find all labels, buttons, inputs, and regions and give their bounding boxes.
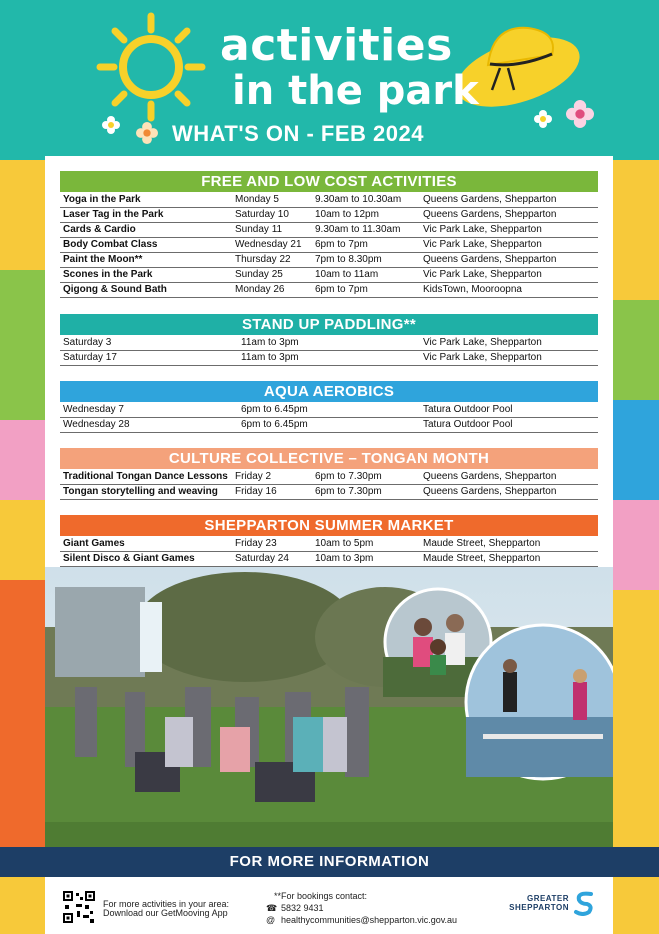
table-row (60, 335, 598, 350)
email-address[interactable]: healthycommunities@shepparton.vic.gov.au (281, 915, 458, 925)
table-row (60, 536, 598, 551)
table-row (60, 222, 598, 237)
section-aqua-table (60, 402, 598, 433)
table-cell: Traditional Tongan Dance Lessons (60, 469, 232, 484)
section-free-table (60, 192, 598, 298)
table-cell: 10am to 11am (312, 267, 420, 282)
table-cell: Maude Street, Shepparton (420, 551, 598, 566)
table-cell: 7pm to 8.30pm (312, 252, 420, 267)
table-cell: Yoga in the Park (60, 192, 232, 207)
table-row (60, 469, 598, 484)
flower-icon (136, 122, 158, 144)
table-cell: Tongan storytelling and weaving (60, 484, 232, 499)
table-cell: 6pm to 7pm (312, 282, 420, 297)
table-cell: Tatura Outdoor Pool (420, 417, 598, 432)
table-cell: Vic Park Lake, Shepparton (420, 267, 598, 282)
table-cell: Monday 5 (232, 192, 312, 207)
table-cell: Saturday 3 (60, 335, 238, 350)
table-cell: Vic Park Lake, Shepparton (420, 350, 598, 365)
table-cell: 9.30am to 10.30am (312, 192, 420, 207)
table-cell: Sunday 25 (232, 267, 312, 282)
qr-code-icon[interactable] (63, 891, 95, 923)
footer (45, 877, 613, 934)
activity-photo-collage (45, 567, 613, 847)
table-cell: Queens Gardens, Shepparton (420, 252, 598, 267)
table-row (60, 417, 598, 432)
table-cell: Wednesday 7 (60, 402, 238, 417)
section-market-table (60, 536, 598, 567)
table-cell: 10am to 12pm (312, 207, 420, 222)
header (0, 0, 659, 160)
table-cell: Maude Street, Shepparton (420, 536, 598, 551)
table-cell: 10am to 5pm (312, 536, 420, 551)
table-cell: Queens Gardens, Shepparton (420, 484, 598, 499)
section-sup-table (60, 335, 598, 366)
table-cell: Wednesday 28 (60, 417, 238, 432)
phone-icon: ☎ (266, 903, 278, 913)
title-line-2: in the park (232, 68, 479, 114)
table-cell: Sunday 11 (232, 222, 312, 237)
table-row (60, 192, 598, 207)
table-row (60, 207, 598, 222)
shepparton-logo-icon (573, 890, 595, 916)
table-row (60, 252, 598, 267)
table-cell: 11am to 3pm (238, 350, 420, 365)
table-cell: 11am to 3pm (238, 335, 420, 350)
table-cell: Vic Park Lake, Shepparton (420, 222, 598, 237)
table-cell: Saturday 24 (232, 551, 312, 566)
table-row (60, 551, 598, 566)
phone-number[interactable]: 5832 9431 (281, 903, 324, 913)
table-cell: 6pm to 7.30pm (312, 484, 420, 499)
title-line-1: activities (220, 20, 453, 71)
section-sup-title: STAND UP PADDLING** (60, 314, 598, 335)
table-cell: Friday 2 (232, 469, 312, 484)
table-row (60, 350, 598, 365)
table-cell: Qigong & Sound Bath (60, 282, 232, 297)
section-culture-title: CULTURE COLLECTIVE – TONGAN MONTH (60, 448, 598, 469)
app-info-line-2[interactable]: Download our GetMooving App (103, 908, 228, 918)
table-cell: Saturday 17 (60, 350, 238, 365)
flower-icon (566, 100, 594, 128)
flower-icon (534, 110, 552, 128)
table-cell: 6pm to 6.45pm (238, 402, 420, 417)
table-row (60, 237, 598, 252)
table-cell: 6pm to 7.30pm (312, 469, 420, 484)
section-free-title: FREE AND LOW COST ACTIVITIES (60, 171, 598, 192)
section-aqua-title: AQUA AEROBICS (60, 381, 598, 402)
table-cell: Giant Games (60, 536, 232, 551)
table-cell: Laser Tag in the Park (60, 207, 232, 222)
table-cell: Queens Gardens, Shepparton (420, 192, 598, 207)
flower-icon (102, 116, 120, 134)
table-cell: Silent Disco & Giant Games (60, 551, 232, 566)
table-cell: Body Combat Class (60, 237, 232, 252)
table-cell: Thursday 22 (232, 252, 312, 267)
section-market-title: SHEPPARTON SUMMER MARKET (60, 515, 598, 536)
greater-shepparton-logo: GREATER SHEPPARTON (507, 894, 569, 912)
table-cell: Cards & Cardio (60, 222, 232, 237)
table-cell: Wednesday 21 (232, 237, 312, 252)
table-cell: Friday 23 (232, 536, 312, 551)
table-row (60, 402, 598, 417)
table-cell: Tatura Outdoor Pool (420, 402, 598, 417)
table-cell: 9.30am to 11.30am (312, 222, 420, 237)
table-cell: Paint the Moon** (60, 252, 232, 267)
page-subtitle: WHAT'S ON - FEB 2024 (172, 121, 424, 146)
email-icon: @ (266, 915, 276, 925)
table-cell: Monday 26 (232, 282, 312, 297)
table-cell: Queens Gardens, Shepparton (420, 207, 598, 222)
table-row (60, 484, 598, 499)
table-cell: Scones in the Park (60, 267, 232, 282)
table-cell: KidsTown, Mooroopna (420, 282, 598, 297)
table-row (60, 282, 598, 297)
more-info-bar: FOR MORE INFORMATION (0, 847, 659, 877)
app-info-line-1: For more activities in your area: (103, 899, 230, 909)
table-cell: 6pm to 7pm (312, 237, 420, 252)
table-cell: Vic Park Lake, Shepparton (420, 237, 598, 252)
table-cell: 10am to 3pm (312, 551, 420, 566)
table-cell: Friday 16 (232, 484, 312, 499)
table-row (60, 267, 598, 282)
section-culture-table (60, 469, 598, 500)
table-cell: Saturday 10 (232, 207, 312, 222)
table-cell: 6pm to 6.45pm (238, 417, 420, 432)
table-cell: Queens Gardens, Shepparton (420, 469, 598, 484)
paddle-board-photo (463, 622, 613, 782)
bookings-label: **For bookings contact: (274, 891, 368, 901)
sun-icon (96, 12, 206, 122)
table-cell: Vic Park Lake, Shepparton (420, 335, 598, 350)
